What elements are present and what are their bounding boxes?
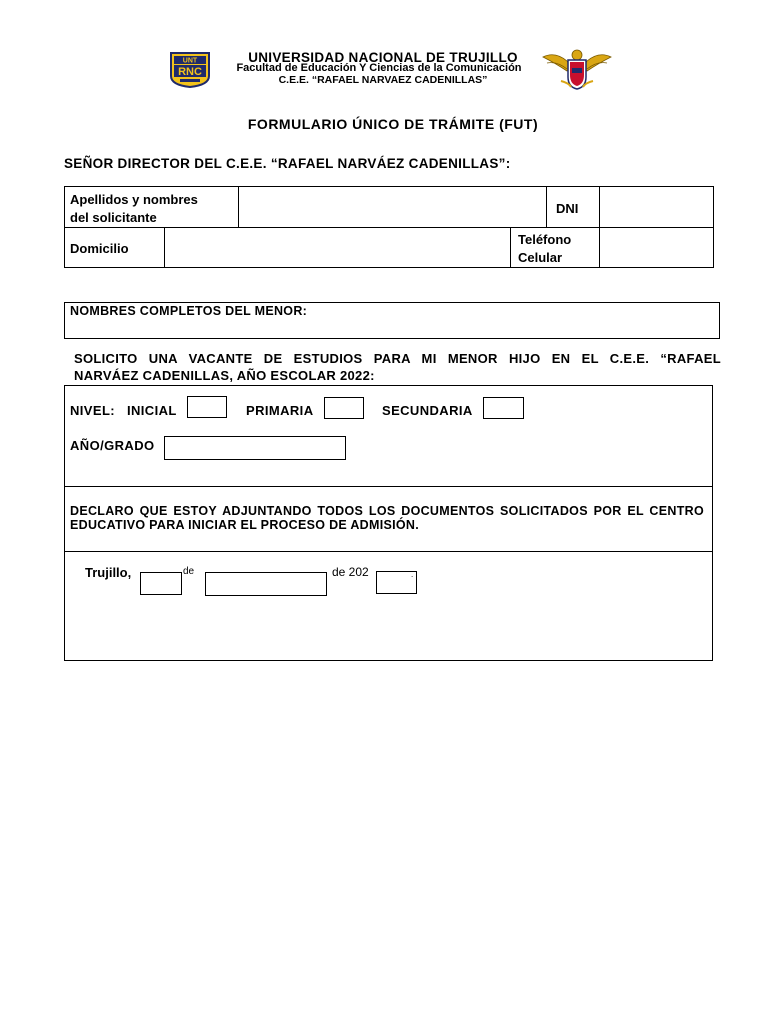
inicial-checkbox[interactable] [187, 396, 227, 418]
phone-label-line2: Celular [518, 250, 563, 265]
logo-left-main-text: RNC [178, 66, 202, 78]
grade-label: AÑO/GRADO [70, 438, 155, 453]
request-line-2: NARVÁEZ CADENILLAS, AÑO ESCOLAR 2022: [74, 368, 375, 383]
applicant-names-field[interactable] [239, 187, 546, 227]
dni-field[interactable] [600, 187, 713, 227]
eagle-crest-icon [541, 47, 613, 91]
section-divider-2 [64, 551, 713, 552]
declaration-line-1: DECLARO QUE ESTOY ADJUNTANDO TODOS LOS DOCUMENTOS SOLICITADOS POR EL CENTRO [70, 504, 704, 518]
date-city: Trujillo, [85, 565, 132, 580]
address-label: Domicilio [70, 241, 129, 256]
center-name: C.E.E. “RAFAEL NARVAEZ CADENILLAS” [278, 74, 488, 86]
names-label [70, 191, 198, 227]
university-name: UNIVERSIDAD NACIONAL DE TRUJILLO [248, 50, 518, 65]
addressee-line: SEÑOR DIRECTOR DEL C.E.E. “RAFAEL NARVÁEZ CADENILLAS”: [64, 156, 511, 171]
date-period: . [411, 570, 414, 579]
month-input[interactable] [205, 572, 327, 596]
form-title: FORMULARIO ÚNICO DE TRÁMITE (FUT) [247, 116, 539, 132]
section-divider-1 [64, 486, 713, 487]
phone-label [518, 231, 571, 267]
level-label: NIVEL: [70, 403, 116, 418]
level-primaria-label: PRIMARIA [246, 403, 314, 418]
names-label-line2: del solicitante [70, 210, 157, 225]
primaria-checkbox[interactable] [324, 397, 364, 419]
grade-input[interactable] [164, 436, 346, 460]
unt-rnc-logo [169, 52, 211, 88]
logo-left-top-text: UNT [182, 57, 198, 65]
level-secundaria-label: SECUNDARIA [382, 403, 473, 418]
declaration-line-2: EDUCATIVO PARA INICIAR EL PROCESO DE ADMISIÓN. [70, 518, 420, 532]
unt-crest [541, 47, 613, 91]
faculty-name: Facultad de Educación Y Ciencias de la Comunicación [236, 62, 522, 74]
level-inicial-label: INICIAL [127, 403, 177, 418]
phone-label-line1: Teléfono [518, 232, 572, 247]
date-de-2: de 202 [332, 565, 369, 579]
request-line-1: SOLICITO UNA VACANTE DE ESTUDIOS PARA MI MENOR HIJO EN EL C.E.E. “RAFAEL [74, 351, 721, 366]
dni-label: DNI [556, 201, 579, 216]
secundaria-checkbox[interactable] [483, 397, 524, 419]
date-de-1: de [183, 566, 195, 577]
unt-rnc-logo-icon [169, 52, 211, 88]
address-field[interactable] [165, 228, 510, 268]
day-input[interactable] [140, 572, 182, 595]
names-label-line1: Apellidos y nombres [70, 192, 198, 207]
minor-names-label: NOMBRES COMPLETOS DEL MENOR: [70, 304, 308, 318]
phone-field[interactable] [600, 228, 713, 268]
